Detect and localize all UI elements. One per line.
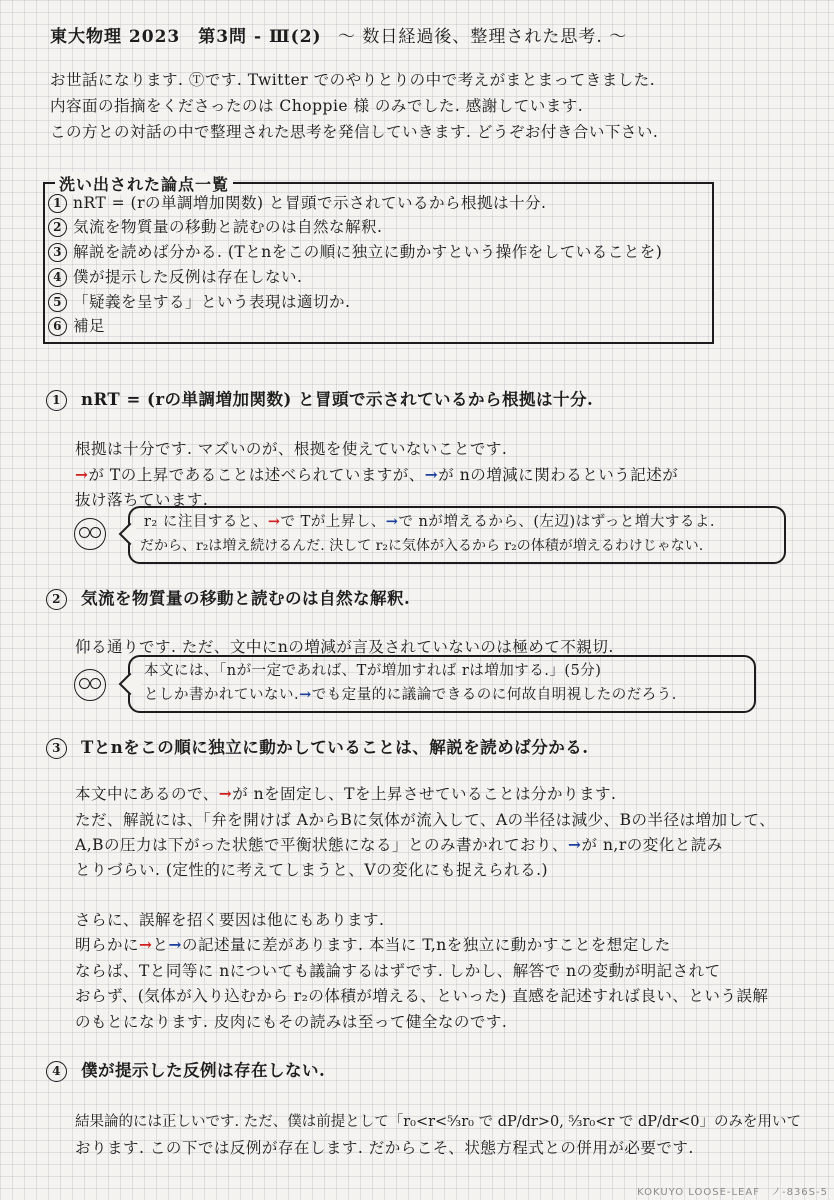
number-circle-icon: 6 — [48, 317, 67, 336]
section-2-heading — [46, 588, 410, 610]
bubble-line: だから、r₂は増え続けるんだ. 決して r₂に気体が入るから r₂の体積が増えるわけじゃない. — [140, 538, 704, 554]
red-arrow-icon: → — [139, 935, 153, 954]
blue-arrow-icon: → — [168, 935, 183, 954]
s3-text: が nを固定し、Tを上昇させていることは分かります. — [232, 785, 617, 803]
summary-item-text: 気流を物質量の移動と読むのは自然な解釈. — [73, 218, 383, 236]
red-arrow-icon: → — [75, 465, 89, 484]
bubble-text: r₂ に注目すると、 — [144, 514, 268, 530]
bubble-text: でも定量的に議論できるのに何故自明視したのだろう. — [311, 687, 677, 703]
s3-paragraph: とりづらい. (定性的に考えてしまうと、Vの変化にも捉えられる.) — [75, 861, 549, 879]
summary-item — [48, 193, 546, 213]
bubble-text: としか書かれていない. — [144, 687, 300, 703]
intro-line-1: お世話になります. Ⓣです. Twitter でのやりとりの中で考えがまとまってきました. — [50, 71, 656, 89]
summary-item — [48, 242, 662, 262]
red-arrow-icon: → — [218, 784, 233, 803]
section-1-heading — [46, 389, 593, 411]
number-circle-icon: 2 — [46, 589, 67, 610]
summary-item-text: nRT = (rの単調増加関数) と冒頭で示されているから根拠は十分. — [73, 194, 547, 212]
s1-paragraph: 根拠は十分です. マズいのが、根拠を使えていないことです. — [75, 440, 508, 458]
s3-text: が n,rの変化と読み — [581, 836, 723, 854]
s3-paragraph — [75, 835, 723, 855]
s3-paragraph: おらず、(気体が入り込むから r₂の体積が増える、といった) 直感を記述すれば良い、という誤解 — [75, 987, 769, 1005]
s4-paragraph: 結果論的には正しいです. ただ、僕は前提として「r₀<r<⁵⁄₃r₀ で dP/dr>0, ⁵⁄₃r₀<r で dP/dr<0」のみを用いて — [75, 1114, 802, 1130]
summary-item — [48, 267, 302, 287]
section-heading-text: 僕が提示した反例は存在しない. — [81, 1061, 326, 1080]
blue-arrow-icon: → — [385, 513, 399, 530]
bubble-line: 本文には、「nが一定であれば、Tが増加すれば rは増加する.」(5分) — [144, 663, 602, 679]
number-circle-icon: 1 — [46, 390, 67, 411]
summary-title: 洗い出された論点一覧 — [55, 172, 233, 195]
bubble-line — [144, 685, 677, 705]
bubble-text: で nが増えるから、(左辺)はずっと増大するよ. — [398, 514, 715, 530]
blue-arrow-icon: → — [299, 686, 312, 703]
summary-item — [48, 217, 382, 237]
summary-item — [48, 316, 105, 336]
summary-item-text: 「疑義を呈する」という表現は適切か. — [73, 293, 351, 311]
number-circle-icon: 4 — [46, 1061, 67, 1082]
s3-paragraph — [75, 935, 671, 955]
s4-paragraph: おります. この下では反例が存在します. だからこそ、状態方程式との併用が必要です. — [75, 1139, 694, 1157]
section-4-heading — [46, 1060, 325, 1082]
section-3-heading — [46, 737, 589, 759]
bubble-text: で Tが上昇し、 — [280, 514, 386, 530]
number-circle-icon: 4 — [48, 268, 67, 287]
page-subtitle: 〜 数日経過後、整理された思考. 〜 — [338, 27, 628, 47]
s1-text: が nの増減に関わるという記述が — [438, 466, 679, 484]
face-icon — [74, 518, 106, 550]
blue-arrow-icon: → — [568, 835, 582, 854]
section-heading-text: nRT = (rの単調増加関数) と冒頭で示されているから根拠は十分. — [81, 390, 594, 409]
face-icon — [74, 669, 106, 701]
paper-brand-mark: KOKUYO LOOSE-LEAF ノ-836S-5 — [637, 1187, 828, 1198]
number-circle-icon: 5 — [48, 293, 67, 312]
s2-paragraph: 仰る通りです. ただ、文中にnの増減が言及されていないのは極めて不親切. — [75, 638, 614, 656]
s3-text: の記述量に差があります. 本当に T,nを独立に動かすことを想定した — [182, 936, 671, 954]
summary-item-text: 解説を読めば分かる. (Tとnをこの順に独立に動かすという操作をしていることを) — [73, 243, 663, 261]
s3-paragraph: ただ、解説には、「弁を開けば AからBに気体が流入して、Aの半径は減少、Bの半径は増加して、 — [75, 811, 776, 829]
red-arrow-icon: → — [267, 513, 281, 530]
number-circle-icon: 1 — [48, 194, 67, 213]
number-circle-icon: 2 — [48, 218, 67, 237]
summary-item — [48, 292, 350, 312]
s3-text: 明らかに — [75, 936, 140, 954]
s1-paragraph — [75, 465, 678, 485]
intro-line-2: 内容面の指摘をくださったのは Choppie 様 のみでした. 感謝しています. — [50, 97, 584, 115]
s3-paragraph: ならば、Tと同等に nについても議論するはずです. しかし、解答で nの変動が明記されて — [75, 962, 721, 980]
s1-paragraph: 抜け落ちています. — [75, 491, 209, 509]
blue-arrow-icon: → — [424, 465, 439, 484]
section-heading-text: 気流を物質量の移動と読むのは自然な解釈. — [81, 589, 411, 608]
number-circle-icon: 3 — [48, 243, 67, 262]
s3-text: と — [152, 936, 169, 954]
s3-text: A,Bの圧力は下がった状態で平衡状態になる」とのみ書かれており、 — [75, 836, 569, 854]
page-title: 東大物理 2023 第3問 - Ⅲ(2) — [50, 27, 322, 47]
summary-item-text: 補足 — [73, 317, 106, 335]
summary-item-text: 僕が提示した反例は存在しない. — [73, 268, 303, 286]
intro-line-3: この方との対話の中で整理された思考を発信していきます. どうぞお付き合い下さい. — [50, 123, 659, 141]
section-heading-text: Tとnをこの順に独立に動かしていることは、解説を読めば分かる. — [81, 738, 589, 757]
s3-paragraph — [75, 784, 616, 804]
bubble-line — [144, 512, 715, 532]
number-circle-icon: 3 — [46, 738, 67, 759]
s1-text: が Tの上昇であることは述べられていますが、 — [88, 466, 425, 484]
s3-paragraph: のもとになります. 皮肉にもその読みは至って健全なのです. — [75, 1013, 508, 1031]
s3-text: 本文中にあるので、 — [75, 785, 219, 803]
s3-paragraph: さらに、誤解を招く要因は他にもあります. — [75, 911, 385, 929]
